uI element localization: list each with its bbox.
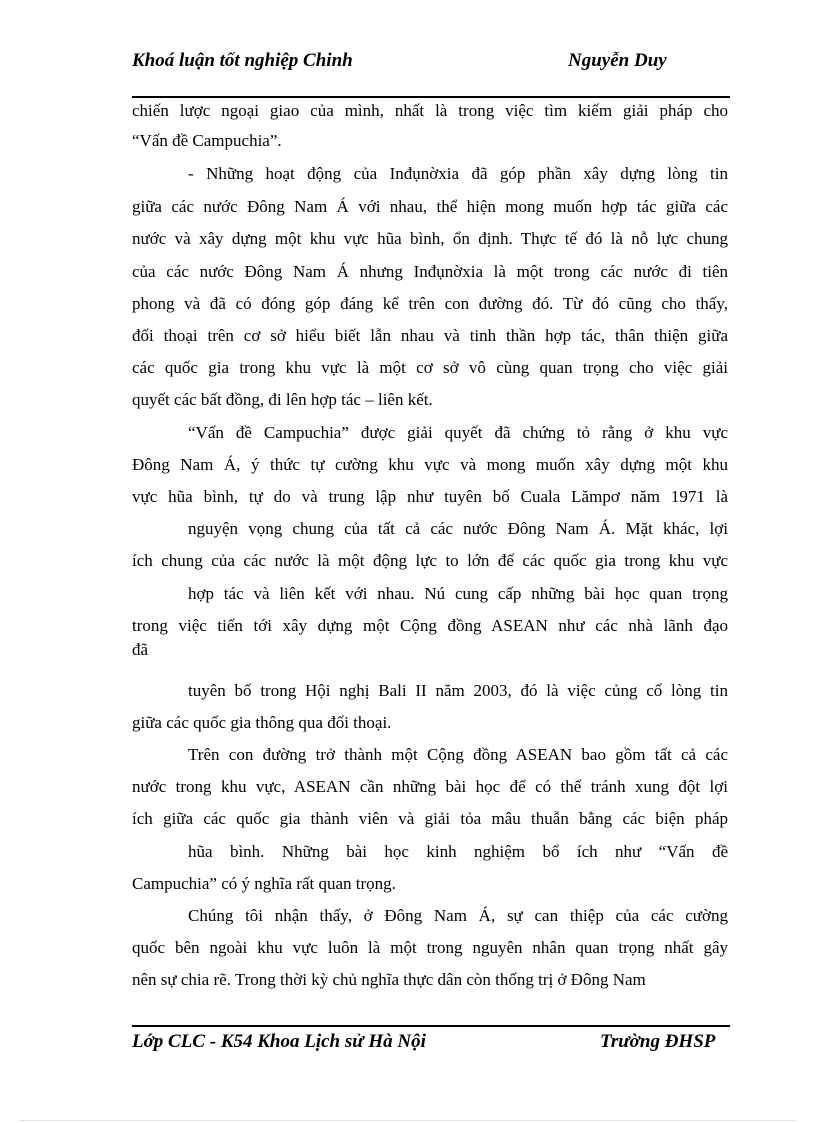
text-line: hũa bình. Những bài học kinh nghiệm bổ ích như “Vấn đề (188, 842, 728, 861)
text-line: nước trong khu vực, ASEAN cần những bài học để có thể tránh xung đột lợi (132, 777, 728, 796)
text-line: vực hũa bình, tự do và trung lập như tuyên bố Cuala Lămpơ năm 1971 là (132, 487, 728, 506)
text-line: chiến lược ngoại giao của mình, nhất là trong việc tìm kiếm giải pháp cho (132, 101, 728, 120)
footer-right: Trường ĐHSP (600, 1031, 716, 1052)
text-line: ích giữa các quốc gia thành viên và giải tỏa mâu thuẫn bằng các biện pháp (132, 809, 728, 828)
text-line: Trên con đường trở thành một Cộng đồng ASEAN bao gồm tất cả các (188, 745, 728, 764)
text-line: của các nước Đông Nam Á nhưng Inđụnờxia là một trong các nước đi tiên (132, 262, 728, 281)
text-line: - Những hoạt động của Inđụnờxia đã góp phần xây dựng lòng tin (188, 164, 728, 183)
text-line: quyết các bất đồng, đi lên hợp tác – liên kết. (132, 390, 433, 409)
text-line: Campuchia” có ý nghĩa rất quan trọng. (132, 874, 396, 893)
text-line: ích chung của các nước là một động lực to lớn để các quốc gia trong khu vực (132, 551, 728, 570)
text-line: tuyên bố trong Hội nghị Bali II năm 2003, đó là việc củng cố lòng tin (188, 681, 728, 700)
text-line: Chúng tôi nhận thấy, ở Đông Nam Á, sự can thiệp của các cường (188, 906, 728, 925)
header-left: Khoá luận tốt nghiệp Chinh (132, 50, 353, 71)
text-line: Đông Nam Á, ý thức tự cường khu vực và mong muốn xây dựng một khu (132, 455, 728, 474)
footer-rule (132, 1025, 730, 1027)
text-line: “Vấn đề Campuchia” được giải quyết đã chứng tỏ rằng ở khu vực (188, 423, 728, 442)
text-line: phong và đã có đóng góp đáng kể trên con đường đó. Từ đó cũng cho thấy, (132, 294, 728, 313)
text-line: giữa các quốc gia thông qua đối thoại. (132, 713, 392, 732)
text-line: đã (132, 640, 149, 659)
text-line: đối thoại trên cơ sở hiểu biết lẫn nhau và tinh thần hợp tác, thân thiện giữa (132, 326, 728, 345)
text-line: trong việc tiến tới xây dựng một Cộng đồng ASEAN như các nhà lãnh đạo (132, 616, 728, 635)
text-line: hợp tác và liên kết với nhau. Nú cung cấp những bài học quan trọng (188, 584, 728, 603)
text-line: giữa các nước Đông Nam Á với nhau, thể hiện mong muốn hợp tác giữa các (132, 197, 728, 216)
page-bottom-edge (20, 1120, 796, 1121)
text-line: các quốc gia trong khu vực là một cơ sở vô cùng quan trọng cho việc giải (132, 358, 728, 377)
header-rule (132, 96, 730, 98)
header-right: Nguyễn Duy (568, 50, 667, 71)
text-line: quốc bên ngoài khu vực luôn là một trong nguyên nhân quan trọng nhất gây (132, 938, 728, 957)
text-line: nước và xây dựng một khu vực hũa bình, ổn định. Thực tế đó là nỗ lực chung (132, 229, 728, 248)
text-line: nguyện vọng chung của tất cả các nước Đông Nam Á. Mặt khác, lợi (188, 519, 728, 538)
footer-left: Lớp CLC - K54 Khoa Lịch sử Hà Nội (132, 1031, 426, 1052)
text-line: nên sự chia rẽ. Trong thời kỳ chủ nghĩa thực dân còn thống trị ở Đông Nam (132, 970, 646, 989)
text-line: “Vấn đề Campuchia”. (132, 131, 282, 150)
